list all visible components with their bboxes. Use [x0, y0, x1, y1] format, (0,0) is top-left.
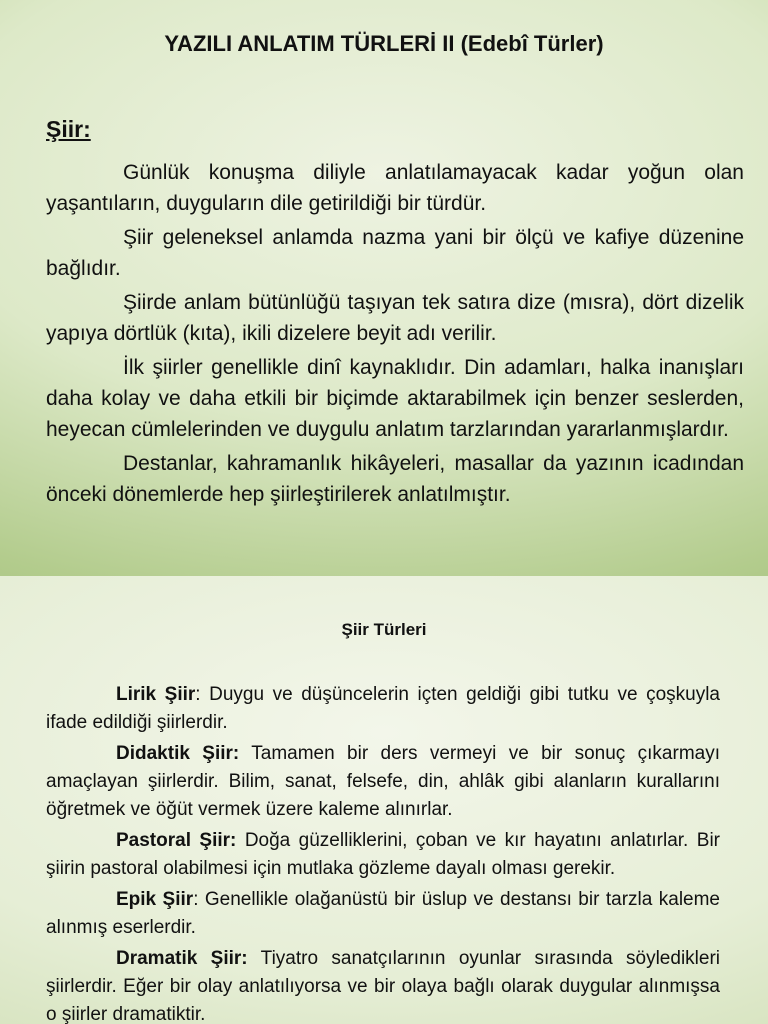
slide-2: [0, 576, 768, 1024]
term-label: Didaktik Şiir:: [116, 743, 240, 764]
term-description: Duygu ve düşüncelerin içten geldiği gibi tutku ve çoşkuyla ifade edildiği şiirlerdir.: [46, 684, 720, 733]
list-item: [46, 681, 720, 737]
paragraph: İlk şiirler genellikle dinî kaynaklıdır. Din adamları, halka inanışları daha kolay ve daha etkili bir biçimde aktarabilmek için benzer seslerden, heyecan cümlelerinden ve duygulu anlatım tarzlarından yararlanmışlardır.: [46, 356, 744, 441]
list-item: [46, 827, 720, 883]
paragraph: Günlük konuşma diliyle anlatılamayacak kadar yoğun olan yaşantıların, duyguların dile getirildiği bir türdür.: [46, 161, 744, 215]
term-separator: :: [193, 889, 199, 910]
list-item: [46, 945, 720, 1024]
subsection-body: [46, 681, 720, 1024]
term-description: Tiyatro sanatçılarının oyunlar sırasında söyledikleri şiirlerdir. Eğer bir olay anlatılıyorsa ve bir olaya bağlı olarak duygular alınmışsa o şiirler dramatiktir.: [46, 948, 720, 1024]
term-description: Doğa güzelliklerini, çoban ve kır hayatını anlatırlar. Bir şiirin pastoral olabilmesi için mutlaka gözleme dayalı olması gerekir.: [46, 830, 720, 879]
subsection-title: Şiir Türleri: [341, 620, 427, 639]
paragraph: Destanlar, kahramanlık hikâyeleri, masallar da yazının icadından önceki dönemlerde hep şiirleştirilerek anlatılmıştır.: [46, 452, 744, 506]
paragraph: Şiirde anlam bütünlüğü taşıyan tek satıra dize (mısra), dört dizelik yapıya dörtlük (kıta), ikili dizelere beyit adı verilir.: [46, 291, 744, 345]
term-label: Lirik Şiir: [116, 684, 196, 705]
list-item: [46, 740, 720, 824]
term-label: Dramatik Şiir:: [116, 948, 248, 969]
term-label: Epik Şiir: [116, 889, 194, 910]
term-label: Pastoral Şiir:: [116, 830, 237, 851]
section-heading: Şiir:: [46, 116, 91, 142]
section-body: [46, 157, 744, 513]
paragraph: Şiir geleneksel anlamda nazma yani bir ölçü ve kafiye düzenine bağlıdır.: [46, 226, 744, 280]
term-description: Tamamen bir ders vermeyi ve bir sonuç çıkarmayı amaçlayan şiirlerdir. Bilim, sanat, felsefe, din, ahlâk gibi alanların kurallarını öğretmek ve öğüt vermek üzere kaleme alınırlar.: [46, 743, 720, 820]
page-title: YAZILI ANLATIM TÜRLERİ II (Edebî Türler): [164, 31, 604, 56]
term-description: Genellikle olağanüstü bir üslup ve destansı bir tarzla kaleme alınmış eserlerdir.: [46, 889, 720, 938]
list-item: [46, 886, 720, 942]
term-separator: :: [195, 684, 201, 705]
